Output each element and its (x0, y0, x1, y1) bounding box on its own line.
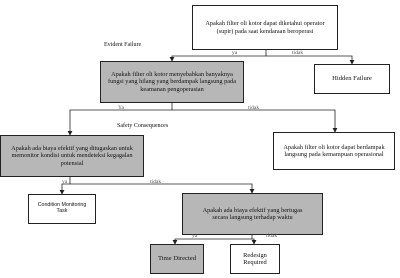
result-hidden-failure-text: Hidden Failure (332, 75, 372, 83)
result-time-directed-text: Time Directed (157, 255, 197, 263)
branch-no-1: tidak (292, 50, 304, 56)
connector-q1-no (266, 56, 352, 64)
question-operational-impact (273, 132, 395, 170)
question-operator-detect-text: Apakah filter oli kotor dapat diketahui operator (supir) pada saat kendaraan beroperasi (205, 20, 325, 35)
result-hidden-failure (314, 64, 390, 94)
result-condition-monitoring-task (28, 194, 96, 224)
branch-no-2: tidak (248, 105, 260, 111)
branch-yes-4: ya (192, 233, 198, 239)
question-time-directed (182, 193, 323, 235)
connector-q1-yes (172, 50, 266, 61)
branch-yes-1: ya (232, 50, 238, 56)
question-safety-impact (100, 61, 244, 103)
question-time-directed-text: Apakah ada biaya efektif yang bertugas secara langsung terhadap waktu (202, 206, 303, 221)
evident-failure-label: Evident Failure (104, 42, 142, 48)
question-operational-impact-text: Apakah filter oli kotor dapat berdampak langsung pada kemampuan operasional (283, 143, 385, 158)
branch-yes-2: Ya (118, 105, 124, 111)
branch-yes-3: ya (62, 179, 68, 185)
question-condition-monitoring (0, 135, 144, 177)
result-redesign-required (230, 244, 280, 274)
result-redesign-required-text: Redesign Required (243, 251, 267, 266)
connector-q2-no (172, 110, 335, 132)
question-condition-monitoring-text: Apakah ada biaya efektif yang ditugaskan untuk memonitor kondisi untuk mendeteksi kegagalan potensial (11, 145, 133, 167)
result-time-directed (150, 244, 204, 274)
safety-consequences-label: Safety Consequences (117, 123, 169, 129)
branch-no-3: tidak (150, 179, 162, 185)
question-operator-detect (192, 5, 338, 50)
connector-q4-yes (175, 235, 252, 244)
question-safety-impact-text: Apakah filter oli kotor menyebabkan banyaknya fungsi yang hilang yang berdampak langsung pada keamanan pengoperasian (107, 71, 236, 93)
result-condition-monitoring-task-text: Condition Monitoring Task (37, 202, 87, 214)
branch-no-4: tidak (266, 233, 278, 239)
